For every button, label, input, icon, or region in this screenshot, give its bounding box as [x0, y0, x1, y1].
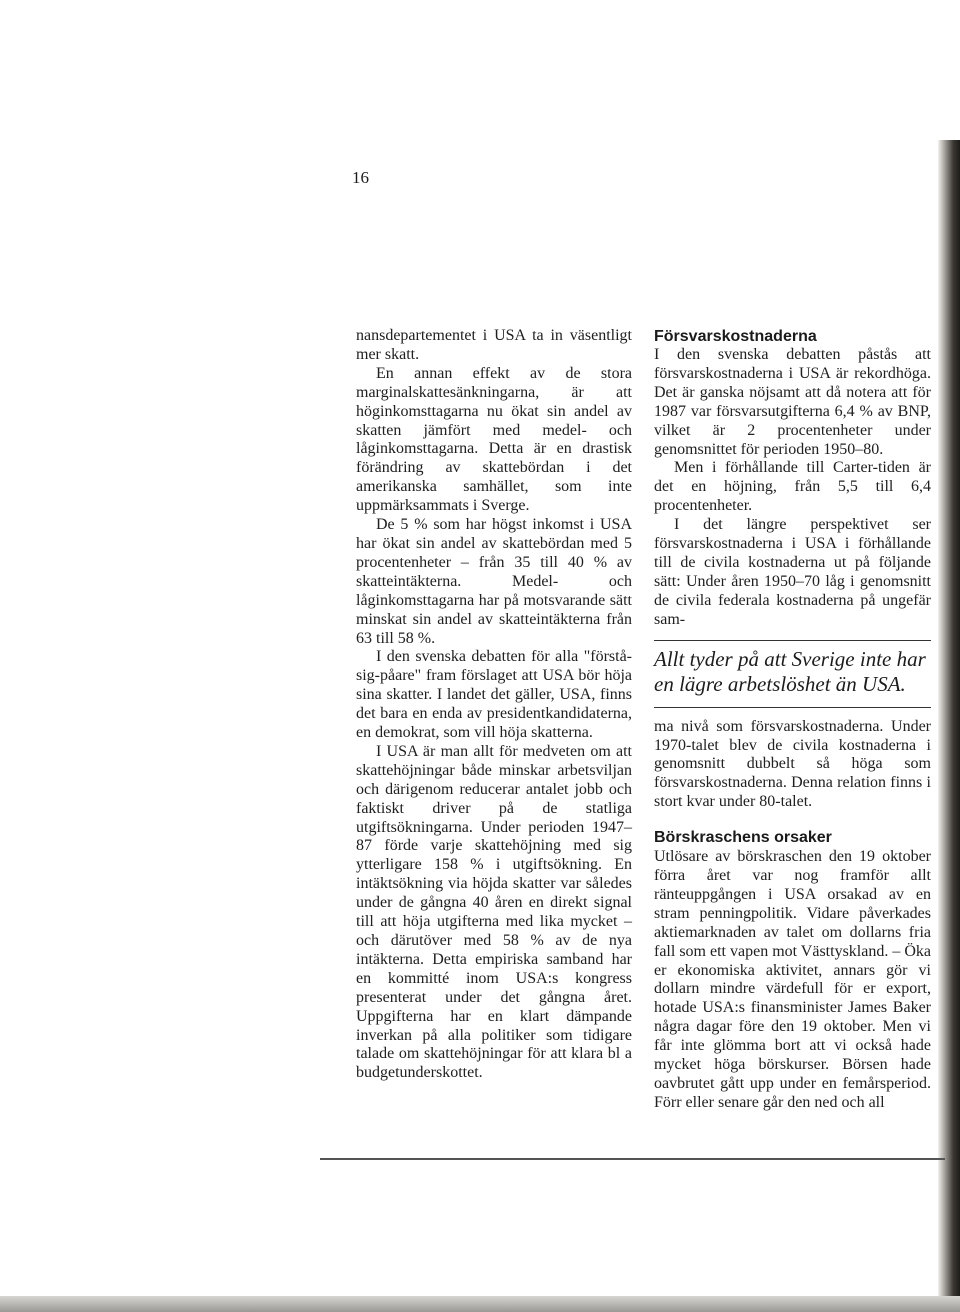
right-column: [654, 327, 931, 1113]
left-column: [356, 327, 632, 1083]
paragraph: ma nivå som försvarskostnaderna. Under 1970-talet blev de civila kostnaderna i genomsnitt dubbelt så höga som försvarskostnaderna. Denna relation finns i stort kvar under 80-talet.: [654, 717, 931, 811]
paragraph: I den svenska debatten påstås att försvarskostnaderna i USA är rekordhöga. Det är ganska nöjsamt att då notera att för 1987 var försvarsutgifterna 6,4 % av BNP, vilket är 2 procentenheter under genomsnittet för perioden 1950–80.: [654, 346, 931, 458]
bottom-rule: [320, 1158, 945, 1160]
paragraph: Men i förhållande till Carter-tiden är det en höjning, från 5,5 till 6,4 procentenheter.: [654, 459, 931, 515]
paragraph: En annan effekt av de stora marginalskattesänkningarna, är att höginkomsttagarna nu ökat sin andel av skatten jämfört med medel- och låginkomsttagarna. Detta är en drastisk förändring av skattebördan i det amerikanska samhället, som inte uppmärksammats i Sverge.: [356, 364, 632, 515]
page-number: 16: [352, 168, 369, 187]
section-heading-defense: Försvarskostnaderna: [654, 328, 817, 345]
pull-quote: Allt tyder på att Sverige inte har en lägre arbetslöshet än USA.: [654, 640, 931, 708]
paragraph: I det längre perspektivet ser försvarskostnaderna i USA i förhållande till de civila kostnaderna ut på följande sätt: Under åren 1950–70 låg i genomsnitt de civila federala kostnaderna på ungefär sam-: [654, 516, 931, 628]
paragraph: I USA är man allt för medveten om att skattehöjningar både minskar arbetsviljan och därigenom reducerar antalet jobb och faktiskt driver på de statliga utgiftsökningarna. Under perioden 1947–87 förde varje skattehöjning med sig ytterligare 158 % i utgiftsökning. En intäktsökning via höjda skatter var således under de gångna 40 åren en direkt signal till att höja utgifterna med lika mycket – och därutöver med 58 % av de nya intäkterna. Detta empiriska samband har en kommitté inom USA:s kongress presenterat under det gångna året. Uppgifterna har en klart dämpande inverkan på alla politiker som tidigare talade om skattehöjningar för att klara bl a budgetunderskottet.: [356, 742, 632, 1082]
paragraph: Utlösare av börskraschen den 19 oktober förra året var nog framför allt ränteuppgången i USA orsakad av en stram penningpolitik. Vidare påverkades aktiemarknaden av talet om dollarns fria fall som ett vapen mot Västtyskland. – Öka er ekonomiska aktivitet, annars gör vi dollarn mindre värdefull för er export, hotade USA:s finansminister James Baker några dagar före den 19 oktober. Men vi får inte glömma bort att vi också hade mycket höga börskurser. Börsen hade oavbrutet gått upp under en femårsperiod. Förr eller senare går den ned och all: [654, 848, 931, 1111]
scan-edge: [0, 1296, 960, 1312]
binding-shadow: [938, 140, 960, 1312]
section-heading-crash: Börskraschens orsaker: [654, 829, 832, 847]
paragraph: nansdepartementet i USA ta in väsentligt mer skatt.: [356, 327, 632, 363]
paragraph: I den svenska debatten för alla "förstå-sig-påare" fram förslaget att USA bör höja sina skatter. I landet det gäller, USA, finns det bara en enda av presidentkandidaterna, en demokrat, som vill höja skatterna.: [356, 648, 632, 742]
paragraph: De 5 % som har högst inkomst i USA har ökat sin andel av skattebördan med 5 procentenheter – från 35 till 40 % av skatteintäkterna. Medel- och låginkomsttagarna har på motsvarande sätt minskat sin andel av skatteintäkterna från 63 till 58 %.: [356, 516, 632, 647]
